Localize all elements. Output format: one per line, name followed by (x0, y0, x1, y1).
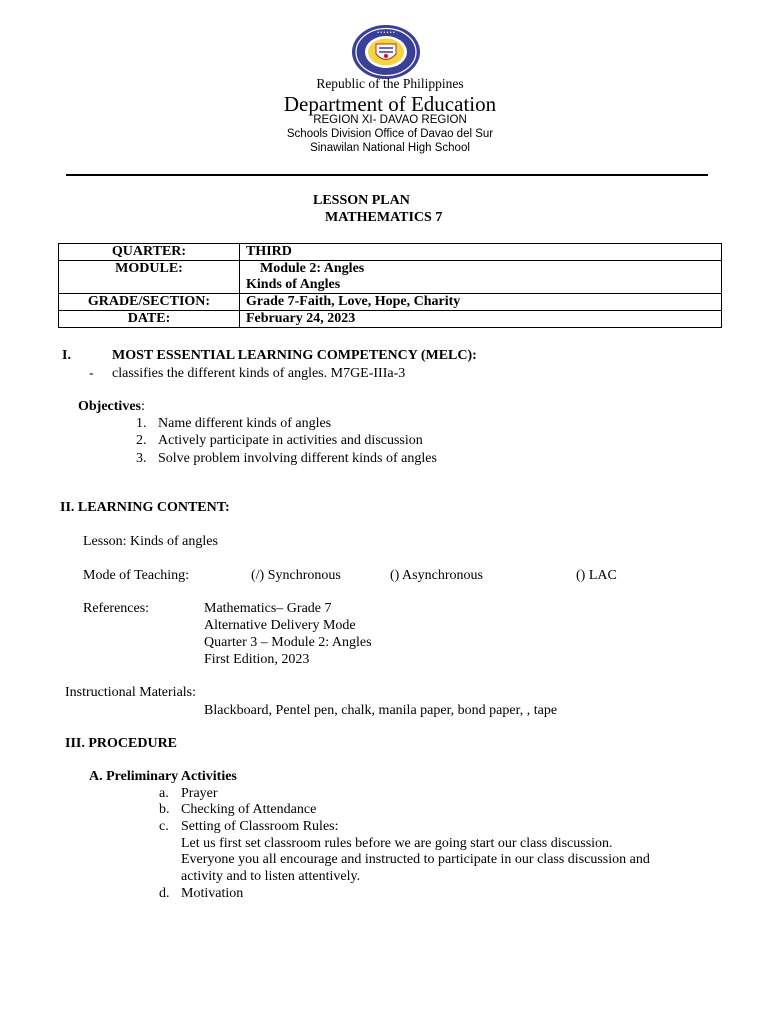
lesson-line: Lesson: Kinds of angles (83, 534, 218, 549)
section2-heading: II. LEARNING CONTENT: (60, 500, 230, 515)
division-line: Schools Division Office of Davao del Sur (286, 128, 494, 140)
preliminary-activities-heading: A. Preliminary Activities (89, 769, 237, 784)
section1-heading: MOST ESSENTIAL LEARNING COMPETENCY (MELC): (112, 348, 477, 363)
reference-item: Quarter 3 – Module 2: Angles (204, 635, 372, 650)
republic-line: Republic of the Philippines (316, 76, 464, 91)
section1-numeral: I. (62, 348, 71, 363)
module-value: Module 2: Angles (260, 261, 365, 276)
reference-item: Mathematics– Grade 7 (204, 601, 332, 616)
module-value-cell (240, 261, 722, 294)
list-letter: c. (159, 819, 169, 834)
melc-bullet-dash: - (89, 366, 94, 381)
section3-heading: III. PROCEDURE (65, 736, 178, 751)
lesson-plan-title: LESSON PLAN (313, 193, 410, 208)
module-value-subtitle: Kinds of Angles (246, 277, 341, 292)
table-row (59, 311, 722, 328)
reference-item: Alternative Delivery Mode (204, 618, 356, 633)
objective-number: 2. (136, 433, 147, 448)
mode-synchronous: (/) Synchronous (251, 568, 341, 583)
objectives-label: Objectives (78, 399, 141, 414)
reference-item: First Edition, 2023 (204, 652, 310, 667)
date-value: February 24, 2023 (240, 311, 722, 328)
objectives-colon: : (140, 399, 145, 414)
module-label: MODULE: (59, 261, 240, 294)
school-line: Sinawilan National High School (310, 142, 470, 154)
list-letter: a. (159, 786, 169, 801)
rules-text-line: Let us first set classroom rules before we are going start our class discussion. (181, 836, 613, 851)
region-line: REGION XI- DAVAO REGION (313, 114, 467, 126)
objective-number: 1. (136, 416, 147, 431)
objectives-heading (78, 399, 145, 415)
objective-item: Actively participate in activities and discussion (158, 433, 423, 448)
header-divider (66, 174, 708, 176)
table-row (59, 261, 722, 294)
materials-label: Instructional Materials: (65, 685, 197, 700)
date-label: DATE: (59, 311, 240, 328)
list-item: Checking of Attendance (181, 802, 317, 817)
objective-number: 3. (136, 451, 147, 466)
mode-lac: () LAC (576, 568, 617, 583)
list-item: Prayer (181, 786, 218, 801)
list-letter: d. (159, 886, 170, 901)
quarter-value: THIRD (240, 244, 722, 261)
objective-item: Name different kinds of angles (158, 416, 332, 431)
list-item: Motivation (181, 886, 244, 901)
grade-section-label: GRADE/SECTION: (59, 294, 240, 311)
mode-asynchronous: () Asynchronous (390, 568, 483, 583)
objective-item: Solve problem involving different kinds of angles (158, 451, 437, 466)
table-row (59, 244, 722, 261)
lesson-info-table (58, 243, 722, 328)
materials-list: Blackboard, Pentel pen, chalk, manila paper, bond paper, , tape (204, 703, 558, 718)
svg-text:• • • • • •: • • • • • • (377, 30, 395, 36)
subject-title: MATHEMATICS 7 (325, 210, 443, 225)
rules-text-line: activity and to listen attentively. (181, 869, 361, 884)
rules-text-line: Everyone you all encourage and instructed to participate in our class discussion and (181, 852, 650, 867)
mode-label: Mode of Teaching: (83, 568, 190, 583)
grade-section-value: Grade 7-Faith, Love, Hope, Charity (240, 294, 722, 311)
table-row (59, 294, 722, 311)
list-letter: b. (159, 802, 170, 817)
quarter-label: QUARTER: (59, 244, 240, 261)
references-label: References: (83, 601, 150, 616)
melc-bullet: classifies the different kinds of angles. M7GE-IIIa-3 (112, 366, 406, 381)
deped-seal-logo (350, 24, 422, 80)
list-item: Setting of Classroom Rules: (181, 819, 339, 834)
department-title: Department of Education (283, 92, 497, 116)
